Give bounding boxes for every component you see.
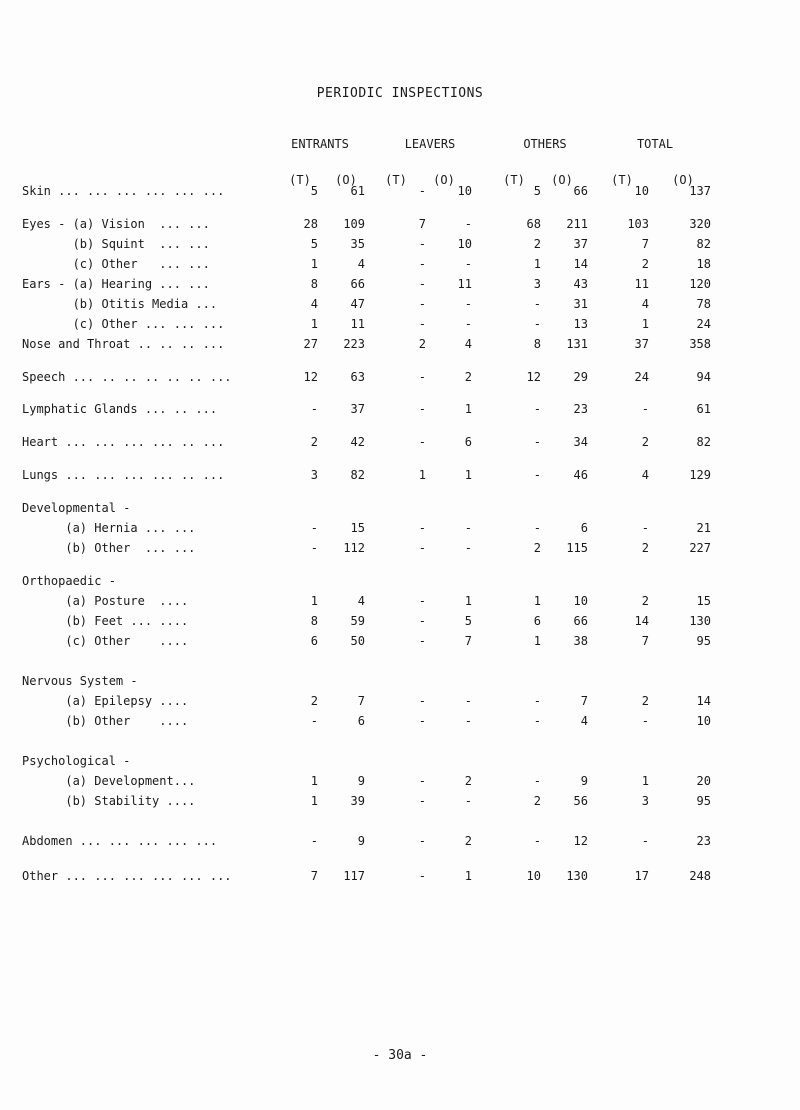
table-cell: 23 [696,834,711,848]
table-cell: 1 [533,594,541,608]
table-cell: 95 [696,634,711,648]
table-cell: 18 [696,257,711,271]
table-cell: 1 [310,774,318,788]
table-cell: 14 [696,694,711,708]
table-cell: 115 [566,541,588,555]
table-cell: 15 [350,521,365,535]
table-cell: 11 [350,317,365,331]
table-cell: 12 [526,370,541,384]
table-cell: 6 [310,634,318,648]
row-label: Other ... ... ... ... ... ... [22,869,232,883]
table-cell: - [533,435,541,449]
table-cell: - [418,370,426,384]
row-label: Abdomen ... ... ... ... ... [22,834,218,848]
table-cell: - [418,869,426,883]
table-cell: 2 [641,541,649,555]
table-cell: - [533,774,541,788]
table-cell: 1 [464,468,472,482]
column-subheader: (T) [289,173,311,187]
table-cell: - [418,257,426,271]
table-cell: - [418,714,426,728]
table-cell: 7 [357,694,365,708]
row-label: Nervous System - [22,674,138,688]
row-label: Ears - (a) Hearing ... ... [22,277,210,291]
table-cell: 61 [696,402,711,416]
table-cell: - [464,541,472,555]
table-cell: 7 [641,634,649,648]
column-subheader: (T) [385,173,407,187]
table-cell: - [418,435,426,449]
table-cell: - [418,317,426,331]
table-cell: 14 [634,614,649,628]
table-cell: 2 [533,541,541,555]
table-cell: 24 [696,317,711,331]
page-title: PERIODIC INSPECTIONS [316,86,484,101]
table-cell: 20 [696,774,711,788]
table-cell: 3 [310,468,318,482]
table-cell: 10 [457,184,472,198]
row-label: (c) Other ... ... [22,257,210,271]
table-cell: 6 [464,435,472,449]
table-cell: - [464,521,472,535]
table-cell: 37 [634,337,649,351]
row-label: Lymphatic Glands ... .. ... [22,402,218,416]
table-cell: 320 [689,217,711,231]
table-cell: 4 [357,257,365,271]
table-cell: - [418,794,426,808]
table-cell: - [464,794,472,808]
table-cell: 112 [343,541,365,555]
table-cell: 56 [573,794,588,808]
page-number: - 30a - [372,1048,428,1063]
table-cell: 130 [566,869,588,883]
table-cell: 2 [533,237,541,251]
table-cell: 8 [310,614,318,628]
table-cell: - [533,468,541,482]
table-cell: 5 [464,614,472,628]
table-cell: 117 [343,869,365,883]
table-cell: 78 [696,297,711,311]
table-cell: 13 [573,317,588,331]
table-cell: 10 [696,714,711,728]
table-cell: 5 [310,184,318,198]
table-cell: - [641,714,649,728]
table-cell: - [464,257,472,271]
table-cell: 14 [573,257,588,271]
table-cell: - [464,297,472,311]
table-cell: 223 [343,337,365,351]
table-cell: 129 [689,468,711,482]
table-cell: - [418,297,426,311]
table-cell: 1 [641,317,649,331]
table-cell: - [310,714,318,728]
row-label: (c) Other .... [22,634,189,648]
table-cell: 2 [464,370,472,384]
table-cell: 2 [464,834,472,848]
table-cell: 66 [350,277,365,291]
table-cell: - [418,541,426,555]
table-cell: 31 [573,297,588,311]
table-cell: 24 [634,370,649,384]
table-cell: 7 [580,694,588,708]
table-cell: 1 [464,869,472,883]
table-cell: 109 [343,217,365,231]
row-label: (b) Otitis Media ... [22,297,218,311]
table-cell: - [533,297,541,311]
table-cell: 12 [303,370,318,384]
table-cell: 6 [357,714,365,728]
row-label: Skin ... ... ... ... ... ... [22,184,225,198]
row-label: (a) Development... [22,774,196,788]
table-cell: - [418,634,426,648]
row-label: Eyes - (a) Vision ... ... [22,217,210,231]
table-cell: 3 [641,794,649,808]
table-cell: 2 [464,774,472,788]
row-label: (b) Other ... ... [22,541,196,555]
column-subheader: (O) [335,173,357,187]
table-cell: 1 [533,634,541,648]
table-cell: 82 [696,435,711,449]
table-cell: 8 [310,277,318,291]
row-label: (b) Stability .... [22,794,196,808]
table-cell: 7 [464,634,472,648]
table-cell: 227 [689,541,711,555]
table-cell: - [418,277,426,291]
table-cell: 11 [634,277,649,291]
table-cell: 1 [464,594,472,608]
table-cell: 63 [350,370,365,384]
table-cell: 8 [533,337,541,351]
table-cell: 11 [457,277,472,291]
table-cell: 1 [418,468,426,482]
table-cell: - [464,694,472,708]
column-subheader: (O) [551,173,573,187]
table-cell: 28 [303,217,318,231]
table-cell: - [641,834,649,848]
table-cell: 10 [457,237,472,251]
table-cell: 137 [689,184,711,198]
table-cell: 5 [533,184,541,198]
row-label: Lungs ... ... ... ... .. ... [22,468,225,482]
table-cell: 38 [573,634,588,648]
table-cell: 59 [350,614,365,628]
table-cell: 2 [418,337,426,351]
table-cell: - [418,774,426,788]
table-cell: 37 [350,402,365,416]
table-cell: 95 [696,794,711,808]
table-cell: 82 [350,468,365,482]
table-cell: - [533,521,541,535]
table-cell: 4 [464,337,472,351]
table-cell: 68 [526,217,541,231]
table-cell: - [418,184,426,198]
table-cell: - [418,521,426,535]
table-cell: 4 [310,297,318,311]
table-cell: 29 [573,370,588,384]
table-cell: 34 [573,435,588,449]
table-cell: - [533,834,541,848]
table-cell: 248 [689,869,711,883]
table-cell: 10 [634,184,649,198]
table-cell: - [418,402,426,416]
table-cell: 4 [357,594,365,608]
table-cell: 1 [310,317,318,331]
table-cell: 46 [573,468,588,482]
table-cell: - [418,694,426,708]
table-cell: - [464,714,472,728]
table-cell: 5 [310,237,318,251]
table-cell: 358 [689,337,711,351]
row-label: (a) Epilepsy .... [22,694,189,708]
table-cell: - [310,521,318,535]
table-cell: 1 [310,594,318,608]
table-cell: 66 [573,184,588,198]
row-label: (c) Other ... ... ... [22,317,225,331]
table-cell: 7 [310,869,318,883]
table-cell: 35 [350,237,365,251]
table-cell: 1 [464,402,472,416]
table-cell: - [641,521,649,535]
table-cell: - [533,317,541,331]
table-cell: 10 [573,594,588,608]
row-label: (b) Other .... [22,714,189,728]
column-subheader: (O) [433,173,455,187]
table-cell: 2 [641,694,649,708]
table-cell: - [310,834,318,848]
table-cell: 2 [310,694,318,708]
table-cell: 1 [310,257,318,271]
row-label: Speech ... .. .. .. .. .. ... [22,370,232,384]
row-label: Orthopaedic - [22,574,116,588]
group-header-leavers: LEAVERS [404,137,456,151]
table-cell: 6 [580,521,588,535]
table-cell: 2 [310,435,318,449]
table-cell: 4 [641,297,649,311]
column-subheader: (T) [611,173,633,187]
table-cell: 27 [303,337,318,351]
row-label: (a) Posture .... [22,594,189,608]
table-cell: 21 [696,521,711,535]
table-cell: 1 [310,794,318,808]
group-header-total: TOTAL [636,137,674,151]
table-cell: 2 [641,257,649,271]
table-cell: - [533,714,541,728]
table-cell: 2 [641,594,649,608]
row-label: (b) Feet ... .... [22,614,189,628]
table-cell: - [418,594,426,608]
table-cell: 82 [696,237,711,251]
table-cell: 131 [566,337,588,351]
table-cell: - [641,402,649,416]
table-cell: - [464,217,472,231]
group-header-others: OTHERS [523,137,567,151]
table-cell: - [418,614,426,628]
row-label: Heart ... ... ... ... .. ... [22,435,225,449]
table-cell: 7 [641,237,649,251]
table-cell: - [464,317,472,331]
table-cell: 3 [533,277,541,291]
row-label: (a) Hernia ... ... [22,521,196,535]
table-cell: 9 [580,774,588,788]
table-cell: 12 [573,834,588,848]
group-header-entrants: ENTRANTS [291,137,349,151]
row-label: Nose and Throat .. .. .. ... [22,337,225,351]
table-cell: 1 [533,257,541,271]
column-subheader: (O) [672,173,694,187]
table-cell: 2 [533,794,541,808]
table-cell: 43 [573,277,588,291]
table-cell: 1 [641,774,649,788]
row-label: (b) Squint ... ... [22,237,210,251]
table-cell: 50 [350,634,365,648]
table-cell: 130 [689,614,711,628]
table-cell: 61 [350,184,365,198]
table-cell: 17 [634,869,649,883]
table-cell: 103 [627,217,649,231]
table-cell: 9 [357,834,365,848]
table-cell: 2 [641,435,649,449]
table-cell: - [533,694,541,708]
table-cell: 4 [580,714,588,728]
table-cell: 9 [357,774,365,788]
column-subheader: (T) [503,173,525,187]
table-cell: - [418,237,426,251]
table-cell: 94 [696,370,711,384]
table-cell: 7 [418,217,426,231]
table-cell: 10 [526,869,541,883]
table-cell: 37 [573,237,588,251]
row-label: Psychological - [22,754,131,768]
table-cell: 42 [350,435,365,449]
table-cell: - [310,402,318,416]
table-cell: 6 [533,614,541,628]
table-cell: 4 [641,468,649,482]
table-cell: - [310,541,318,555]
row-label: Developmental - [22,501,131,515]
table-cell: 47 [350,297,365,311]
table-cell: 211 [566,217,588,231]
table-cell: 15 [696,594,711,608]
table-cell: - [418,834,426,848]
table-cell: 39 [350,794,365,808]
table-cell: - [533,402,541,416]
table-cell: 66 [573,614,588,628]
table-cell: 120 [689,277,711,291]
table-cell: 23 [573,402,588,416]
